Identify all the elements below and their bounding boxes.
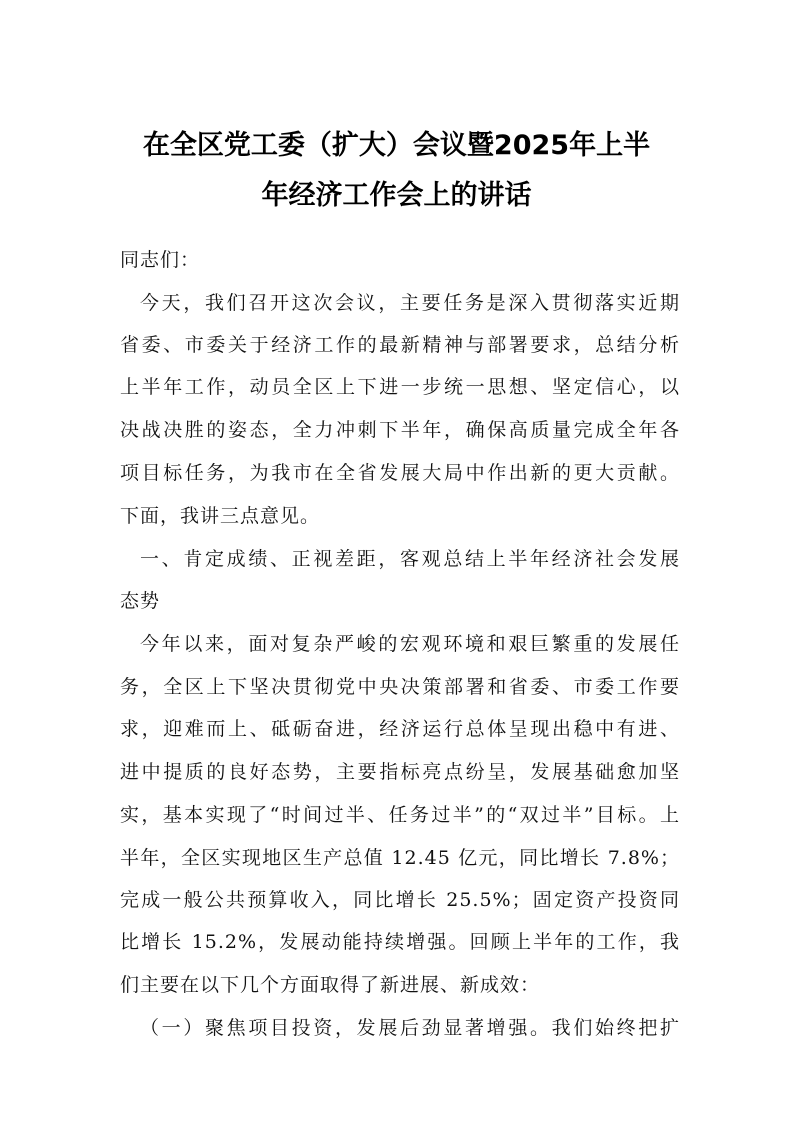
body-line: 今天，我们召开这次会议，主要任务是深入贯彻落实近期 — [140, 292, 680, 314]
body-line: 上半年工作，动员全区上下进一步统一思想、坚定信心，以 — [120, 376, 680, 398]
section-heading-1-cont: 态势 — [120, 590, 161, 612]
document-title-line-1: 在全区党工委（扩大）会议暨2025年上半 — [142, 130, 651, 161]
body-line: 决战决胜的姿态，全力冲刺下半年，确保高质量完成全年各 — [120, 419, 680, 441]
body-line: 务，全区上下坚决贯彻党中央决策部署和省委、市委工作要 — [120, 676, 680, 698]
salutation: 同志们： — [120, 249, 201, 271]
document-title-line-2: 年经济工作会上的讲话 — [261, 180, 532, 211]
body-line: 比增长 15.2%，发展动能持续增强。回顾上半年的工作，我 — [120, 931, 680, 953]
body-line: 实，基本实现了“时间过半、任务过半”的“双过半”目标。上 — [120, 804, 680, 826]
body-line: 下面，我讲三点意见。 — [120, 505, 321, 527]
body-line: 今年以来，面对复杂严峻的宏观环境和艰巨繁重的发展任 — [140, 633, 680, 655]
body-line: 项目标任务，为我市在全省发展大局中作出新的更大贡献。 — [120, 462, 680, 484]
body-line: 们主要在以下几个方面取得了新进展、新成效： — [120, 974, 541, 996]
section-heading-1: 一、肯定成绩、正视差距，客观总结上半年经济社会发展 — [140, 548, 680, 570]
body-line: 完成一般公共预算收入，同比增长 25.5%；固定资产投资同 — [120, 889, 680, 911]
body-line: 进中提质的良好态势，主要指标亮点纷呈，发展基础愈加坚 — [120, 761, 680, 783]
body-line: 半年，全区实现地区生产总值 12.45 亿元，同比增长 7.8%； — [120, 847, 680, 869]
body-line: 省委、市委关于经济工作的最新精神与部署要求，总结分析 — [120, 334, 680, 356]
subsection-heading-1: （一）聚焦项目投资，发展后劲显著增强。我们始终把扩 — [140, 1017, 680, 1039]
body-line: 求，迎难而上、砥砺奋进，经济运行总体呈现出稳中有进、 — [120, 718, 680, 740]
